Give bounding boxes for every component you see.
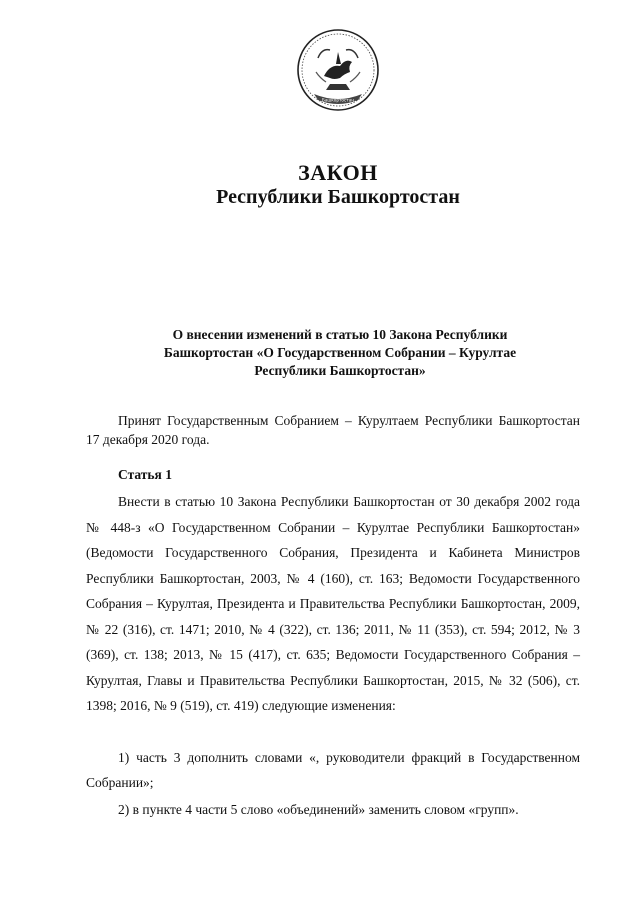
law-heading — [100, 326, 580, 380]
bashkortostan-coat-of-arms-icon — [296, 28, 380, 112]
law-title: ЗАКОН — [298, 160, 378, 185]
article-item-text: 2) в пункте 4 части 5 слово «объединений» заменить словом «групп». — [118, 802, 519, 817]
heading-line: Республики Башкортостан» — [254, 363, 426, 378]
article-item-text: 1) часть 3 дополнить словами «, руководители фракций в Государственном Собрании»; — [86, 750, 580, 790]
article-item — [86, 800, 580, 819]
article-item — [86, 745, 580, 795]
adoption-text: Принят Государственным Собранием – Курултаем Республики Башкортостан 17 декабря 2020 года. — [86, 413, 580, 447]
heading-line: Башкортостан «О Государственном Собрании – Курултае — [163, 345, 517, 360]
law-subtitle: Республики Башкортостан — [216, 186, 460, 208]
article-text: Внести в статью 10 Закона Республики Башкортостан от 30 декабря 2002 года № 448-з «О Государственном Собрании – Курултае Республики Башкортостан» (Ведомости Государственного Собрания, Президента и Кабинета Министров Республики Башкортостан, 2003, № 4 (160), ст. 163; Ведомости Государственного Собрания – Курултая, Президента и Правительства Республики Башкортостан, 2009, № 22 (316), ст. 1471; 2010, № 4 (322), ст. 136; 2011, № 11 (353), ст. 594; 2012, № 3 (369), ст. 138; 2013, № 15 (417), ст. 635; Ведомости Государственного Собрания – Курултая, Главы и Правительства Республики Башкортостан, 2015, № 32 (506), ст. 1398; 2016, № 9 (519), ст. 419) следующие изменения: — [86, 494, 580, 713]
article-body — [86, 489, 580, 719]
adoption-paragraph — [86, 411, 580, 449]
emblem-ribbon-text: Башкортостан — [321, 97, 355, 103]
article-title: Статья 1 — [118, 467, 172, 482]
heading-line: О внесении изменений в статью 10 Закона Республики — [172, 327, 508, 342]
